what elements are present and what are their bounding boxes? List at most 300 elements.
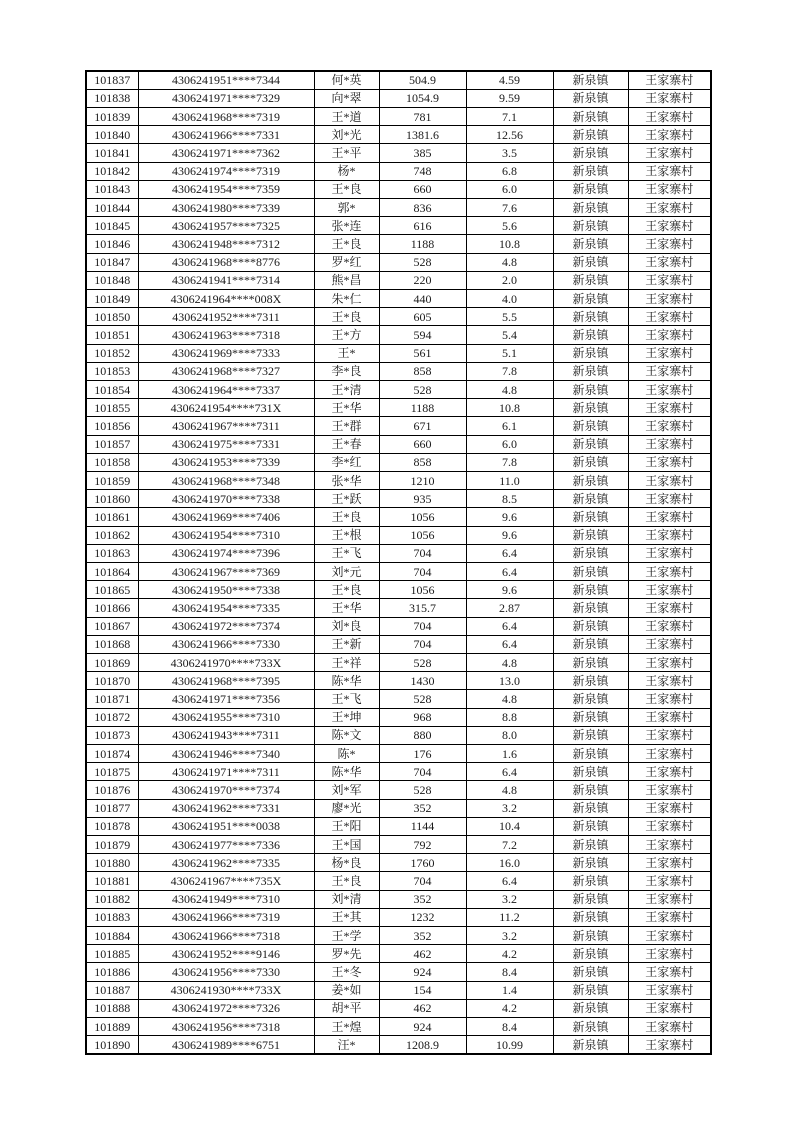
cell-town: 新泉镇	[553, 417, 628, 435]
cell-seq: 101888	[86, 999, 138, 1017]
cell-value1: 528	[379, 690, 466, 708]
table-row	[86, 344, 711, 362]
cell-value2: 2.87	[466, 599, 553, 617]
cell-value1: 1054.9	[379, 89, 466, 107]
cell-village: 王家寨村	[628, 253, 711, 271]
cell-seq: 101870	[86, 672, 138, 690]
cell-village: 王家寨村	[628, 799, 711, 817]
table-row	[86, 453, 711, 471]
cell-village: 王家寨村	[628, 781, 711, 799]
cell-id_masked: 4306241972****7374	[138, 617, 314, 635]
table-row	[86, 763, 711, 781]
cell-village: 王家寨村	[628, 581, 711, 599]
cell-seq: 101866	[86, 599, 138, 617]
table-row	[86, 544, 711, 562]
cell-value1: 352	[379, 799, 466, 817]
cell-id_masked: 4306241970****7338	[138, 490, 314, 508]
cell-id_masked: 4306241954****7335	[138, 599, 314, 617]
cell-town: 新泉镇	[553, 890, 628, 908]
table-row	[86, 526, 711, 544]
cell-id_masked: 4306241964****008X	[138, 289, 314, 307]
cell-seq: 101890	[86, 1036, 138, 1054]
cell-value2: 8.5	[466, 490, 553, 508]
cell-town: 新泉镇	[553, 981, 628, 999]
table-row	[86, 854, 711, 872]
cell-value1: 528	[379, 654, 466, 672]
cell-seq: 101855	[86, 399, 138, 417]
cell-name: 王*煌	[314, 1018, 379, 1036]
cell-value1: 1188	[379, 399, 466, 417]
cell-village: 王家寨村	[628, 344, 711, 362]
cell-seq: 101878	[86, 817, 138, 835]
cell-town: 新泉镇	[553, 999, 628, 1017]
cell-value1: 504.9	[379, 71, 466, 89]
cell-village: 王家寨村	[628, 927, 711, 945]
table-row	[86, 508, 711, 526]
cell-seq: 101858	[86, 453, 138, 471]
cell-id_masked: 4306241977****7336	[138, 836, 314, 854]
cell-name: 王*冬	[314, 963, 379, 981]
cell-name: 汪*	[314, 1036, 379, 1054]
cell-name: 王*清	[314, 380, 379, 398]
cell-name: 杨*良	[314, 854, 379, 872]
cell-value2: 6.4	[466, 544, 553, 562]
cell-value1: 440	[379, 289, 466, 307]
cell-value2: 10.99	[466, 1036, 553, 1054]
cell-value2: 8.8	[466, 708, 553, 726]
cell-town: 新泉镇	[553, 635, 628, 653]
table-row	[86, 672, 711, 690]
cell-village: 王家寨村	[628, 399, 711, 417]
cell-value2: 1.4	[466, 981, 553, 999]
cell-seq: 101838	[86, 89, 138, 107]
cell-village: 王家寨村	[628, 289, 711, 307]
table-row	[86, 326, 711, 344]
cell-id_masked: 4306241966****7319	[138, 908, 314, 926]
cell-seq: 101860	[86, 490, 138, 508]
cell-value1: 1056	[379, 581, 466, 599]
cell-name: 王*良	[314, 308, 379, 326]
cell-town: 新泉镇	[553, 271, 628, 289]
cell-name: 王*飞	[314, 690, 379, 708]
cell-seq: 101862	[86, 526, 138, 544]
cell-town: 新泉镇	[553, 817, 628, 835]
cell-town: 新泉镇	[553, 672, 628, 690]
cell-id_masked: 4306241952****7311	[138, 308, 314, 326]
cell-value1: 935	[379, 490, 466, 508]
cell-name: 王*	[314, 344, 379, 362]
cell-village: 王家寨村	[628, 817, 711, 835]
cell-village: 王家寨村	[628, 1018, 711, 1036]
cell-value2: 8.0	[466, 726, 553, 744]
cell-value2: 4.0	[466, 289, 553, 307]
cell-name: 王*其	[314, 908, 379, 926]
cell-seq: 101873	[86, 726, 138, 744]
cell-value1: 220	[379, 271, 466, 289]
cell-village: 王家寨村	[628, 908, 711, 926]
cell-village: 王家寨村	[628, 890, 711, 908]
cell-seq: 101847	[86, 253, 138, 271]
cell-id_masked: 4306241953****7339	[138, 453, 314, 471]
cell-town: 新泉镇	[553, 872, 628, 890]
cell-seq: 101883	[86, 908, 138, 926]
cell-town: 新泉镇	[553, 490, 628, 508]
table-row	[86, 708, 711, 726]
cell-town: 新泉镇	[553, 745, 628, 763]
cell-value1: 1210	[379, 471, 466, 489]
cell-town: 新泉镇	[553, 71, 628, 89]
cell-name: 姜*如	[314, 981, 379, 999]
cell-village: 王家寨村	[628, 1036, 711, 1054]
cell-village: 王家寨村	[628, 999, 711, 1017]
cell-name: 罗*红	[314, 253, 379, 271]
cell-id_masked: 4306241950****7338	[138, 581, 314, 599]
cell-value2: 9.6	[466, 526, 553, 544]
table-row	[86, 617, 711, 635]
cell-village: 王家寨村	[628, 617, 711, 635]
table-row	[86, 162, 711, 180]
cell-value1: 704	[379, 763, 466, 781]
table-row	[86, 599, 711, 617]
cell-value2: 3.2	[466, 799, 553, 817]
cell-seq: 101882	[86, 890, 138, 908]
cell-village: 王家寨村	[628, 544, 711, 562]
cell-value2: 2.0	[466, 271, 553, 289]
cell-value1: 528	[379, 781, 466, 799]
cell-seq: 101880	[86, 854, 138, 872]
cell-village: 王家寨村	[628, 963, 711, 981]
cell-village: 王家寨村	[628, 89, 711, 107]
cell-value1: 858	[379, 453, 466, 471]
table-row	[86, 1036, 711, 1054]
table-row	[86, 217, 711, 235]
cell-name: 何*英	[314, 71, 379, 89]
cell-value2: 3.2	[466, 927, 553, 945]
cell-value1: 781	[379, 107, 466, 125]
cell-name: 王*国	[314, 836, 379, 854]
cell-town: 新泉镇	[553, 799, 628, 817]
cell-id_masked: 4306241968****7395	[138, 672, 314, 690]
cell-value2: 6.0	[466, 180, 553, 198]
cell-name: 王*方	[314, 326, 379, 344]
table-row	[86, 399, 711, 417]
cell-town: 新泉镇	[553, 253, 628, 271]
cell-value1: 858	[379, 362, 466, 380]
cell-value2: 4.59	[466, 71, 553, 89]
cell-value2: 7.8	[466, 362, 553, 380]
cell-value2: 6.1	[466, 417, 553, 435]
cell-seq: 101837	[86, 71, 138, 89]
cell-value2: 9.59	[466, 89, 553, 107]
table-row	[86, 945, 711, 963]
cell-id_masked: 4306241971****7311	[138, 763, 314, 781]
cell-village: 王家寨村	[628, 217, 711, 235]
cell-village: 王家寨村	[628, 107, 711, 125]
cell-id_masked: 4306241955****7310	[138, 708, 314, 726]
cell-value1: 704	[379, 544, 466, 562]
cell-seq: 101874	[86, 745, 138, 763]
cell-name: 王*良	[314, 581, 379, 599]
cell-seq: 101851	[86, 326, 138, 344]
cell-village: 王家寨村	[628, 490, 711, 508]
cell-value1: 1430	[379, 672, 466, 690]
cell-value1: 176	[379, 745, 466, 763]
table-row	[86, 71, 711, 89]
cell-value2: 6.4	[466, 872, 553, 890]
cell-seq: 101839	[86, 107, 138, 125]
cell-id_masked: 4306241970****733X	[138, 654, 314, 672]
records-table-body	[86, 71, 711, 1054]
cell-value2: 6.0	[466, 435, 553, 453]
cell-value1: 792	[379, 836, 466, 854]
cell-village: 王家寨村	[628, 726, 711, 744]
cell-village: 王家寨村	[628, 872, 711, 890]
cell-value2: 9.6	[466, 508, 553, 526]
table-row	[86, 308, 711, 326]
table-row	[86, 1018, 711, 1036]
cell-village: 王家寨村	[628, 945, 711, 963]
cell-value1: 924	[379, 1018, 466, 1036]
cell-id_masked: 4306241966****7330	[138, 635, 314, 653]
table-row	[86, 362, 711, 380]
cell-value2: 4.8	[466, 690, 553, 708]
cell-value1: 671	[379, 417, 466, 435]
cell-town: 新泉镇	[553, 581, 628, 599]
cell-name: 胡*平	[314, 999, 379, 1017]
cell-name: 陈*文	[314, 726, 379, 744]
cell-seq: 101856	[86, 417, 138, 435]
cell-name: 王*坤	[314, 708, 379, 726]
cell-value2: 7.8	[466, 453, 553, 471]
cell-id_masked: 4306241974****7396	[138, 544, 314, 562]
cell-village: 王家寨村	[628, 235, 711, 253]
cell-value1: 352	[379, 927, 466, 945]
cell-seq: 101869	[86, 654, 138, 672]
cell-id_masked: 4306241971****7362	[138, 144, 314, 162]
cell-village: 王家寨村	[628, 672, 711, 690]
cell-town: 新泉镇	[553, 235, 628, 253]
cell-village: 王家寨村	[628, 198, 711, 216]
cell-name: 陈*华	[314, 672, 379, 690]
cell-name: 刘*良	[314, 617, 379, 635]
cell-id_masked: 4306241948****7312	[138, 235, 314, 253]
cell-value2: 5.5	[466, 308, 553, 326]
cell-value2: 11.0	[466, 471, 553, 489]
cell-town: 新泉镇	[553, 945, 628, 963]
cell-value1: 1188	[379, 235, 466, 253]
cell-value2: 11.2	[466, 908, 553, 926]
cell-village: 王家寨村	[628, 180, 711, 198]
cell-town: 新泉镇	[553, 927, 628, 945]
cell-value2: 10.8	[466, 399, 553, 417]
cell-id_masked: 4306241966****7318	[138, 927, 314, 945]
cell-name: 王*良	[314, 872, 379, 890]
cell-seq: 101889	[86, 1018, 138, 1036]
cell-seq: 101852	[86, 344, 138, 362]
table-row	[86, 872, 711, 890]
cell-id_masked: 4306241946****7340	[138, 745, 314, 763]
cell-seq: 101868	[86, 635, 138, 653]
cell-name: 郭*	[314, 198, 379, 216]
cell-name: 陈*华	[314, 763, 379, 781]
cell-id_masked: 4306241972****7326	[138, 999, 314, 1017]
cell-id_masked: 4306241971****7356	[138, 690, 314, 708]
cell-seq: 101842	[86, 162, 138, 180]
cell-value2: 8.4	[466, 963, 553, 981]
cell-seq: 101853	[86, 362, 138, 380]
cell-village: 王家寨村	[628, 690, 711, 708]
cell-name: 张*华	[314, 471, 379, 489]
cell-value2: 4.2	[466, 945, 553, 963]
cell-name: 张*连	[314, 217, 379, 235]
cell-town: 新泉镇	[553, 836, 628, 854]
cell-town: 新泉镇	[553, 963, 628, 981]
cell-value2: 4.2	[466, 999, 553, 1017]
cell-name: 王*良	[314, 180, 379, 198]
cell-seq: 101884	[86, 927, 138, 945]
cell-town: 新泉镇	[553, 526, 628, 544]
cell-town: 新泉镇	[553, 198, 628, 216]
table-row	[86, 471, 711, 489]
cell-village: 王家寨村	[628, 854, 711, 872]
cell-seq: 101875	[86, 763, 138, 781]
cell-name: 王*群	[314, 417, 379, 435]
cell-id_masked: 4306241954****7359	[138, 180, 314, 198]
cell-value1: 315.7	[379, 599, 466, 617]
cell-town: 新泉镇	[553, 1036, 628, 1054]
cell-value1: 704	[379, 872, 466, 890]
cell-name: 李*良	[314, 362, 379, 380]
cell-name: 罗*先	[314, 945, 379, 963]
table-row	[86, 89, 711, 107]
cell-town: 新泉镇	[553, 617, 628, 635]
cell-id_masked: 4306241980****7339	[138, 198, 314, 216]
cell-id_masked: 4306241949****7310	[138, 890, 314, 908]
cell-town: 新泉镇	[553, 544, 628, 562]
cell-town: 新泉镇	[553, 726, 628, 744]
cell-town: 新泉镇	[553, 854, 628, 872]
cell-town: 新泉镇	[553, 380, 628, 398]
cell-village: 王家寨村	[628, 836, 711, 854]
cell-value2: 4.8	[466, 781, 553, 799]
cell-village: 王家寨村	[628, 635, 711, 653]
cell-town: 新泉镇	[553, 1018, 628, 1036]
cell-value1: 1144	[379, 817, 466, 835]
cell-value1: 385	[379, 144, 466, 162]
cell-id_masked: 4306241943****7311	[138, 726, 314, 744]
cell-value1: 924	[379, 963, 466, 981]
cell-value2: 3.2	[466, 890, 553, 908]
table-row	[86, 908, 711, 926]
cell-town: 新泉镇	[553, 308, 628, 326]
cell-value2: 5.6	[466, 217, 553, 235]
cell-id_masked: 4306241956****7330	[138, 963, 314, 981]
table-row	[86, 654, 711, 672]
table-row	[86, 635, 711, 653]
cell-town: 新泉镇	[553, 654, 628, 672]
cell-value2: 13.0	[466, 672, 553, 690]
cell-value1: 594	[379, 326, 466, 344]
cell-value1: 561	[379, 344, 466, 362]
cell-name: 王*祥	[314, 654, 379, 672]
table-row	[86, 126, 711, 144]
cell-value2: 7.6	[466, 198, 553, 216]
table-row	[86, 726, 711, 744]
cell-value1: 1760	[379, 854, 466, 872]
cell-value2: 6.8	[466, 162, 553, 180]
cell-value1: 528	[379, 253, 466, 271]
cell-town: 新泉镇	[553, 289, 628, 307]
table-row	[86, 107, 711, 125]
cell-id_masked: 4306241968****7319	[138, 107, 314, 125]
table-row	[86, 562, 711, 580]
table-row	[86, 490, 711, 508]
cell-value2: 7.2	[466, 836, 553, 854]
cell-town: 新泉镇	[553, 107, 628, 125]
cell-value2: 6.4	[466, 635, 553, 653]
cell-id_masked: 4306241970****7374	[138, 781, 314, 799]
cell-id_masked: 4306241971****7329	[138, 89, 314, 107]
cell-name: 王*学	[314, 927, 379, 945]
cell-id_masked: 4306241952****9146	[138, 945, 314, 963]
cell-village: 王家寨村	[628, 708, 711, 726]
cell-value1: 660	[379, 435, 466, 453]
cell-id_masked: 4306241954****731X	[138, 399, 314, 417]
cell-value2: 3.5	[466, 144, 553, 162]
cell-value2: 7.1	[466, 107, 553, 125]
cell-town: 新泉镇	[553, 180, 628, 198]
table-row	[86, 144, 711, 162]
cell-value1: 880	[379, 726, 466, 744]
cell-town: 新泉镇	[553, 708, 628, 726]
cell-value2: 10.8	[466, 235, 553, 253]
cell-value2: 9.6	[466, 581, 553, 599]
table-row	[86, 435, 711, 453]
cell-value2: 5.1	[466, 344, 553, 362]
cell-seq: 101848	[86, 271, 138, 289]
table-row	[86, 417, 711, 435]
cell-village: 王家寨村	[628, 435, 711, 453]
cell-name: 向*翠	[314, 89, 379, 107]
cell-name: 朱*仁	[314, 289, 379, 307]
cell-value1: 462	[379, 945, 466, 963]
cell-name: 王*新	[314, 635, 379, 653]
cell-id_masked: 4306241957****7325	[138, 217, 314, 235]
cell-village: 王家寨村	[628, 380, 711, 398]
cell-name: 刘*光	[314, 126, 379, 144]
cell-town: 新泉镇	[553, 781, 628, 799]
cell-village: 王家寨村	[628, 308, 711, 326]
cell-id_masked: 4306241930****733X	[138, 981, 314, 999]
cell-seq: 101845	[86, 217, 138, 235]
cell-seq: 101843	[86, 180, 138, 198]
cell-name: 王*跃	[314, 490, 379, 508]
cell-id_masked: 4306241962****7331	[138, 799, 314, 817]
cell-village: 王家寨村	[628, 526, 711, 544]
table-row	[86, 289, 711, 307]
cell-village: 王家寨村	[628, 471, 711, 489]
cell-village: 王家寨村	[628, 981, 711, 999]
cell-value1: 704	[379, 635, 466, 653]
cell-value1: 154	[379, 981, 466, 999]
cell-seq: 101887	[86, 981, 138, 999]
cell-seq: 101859	[86, 471, 138, 489]
records-table	[85, 70, 712, 1055]
cell-village: 王家寨村	[628, 162, 711, 180]
table-row	[86, 690, 711, 708]
cell-value2: 6.4	[466, 562, 553, 580]
cell-village: 王家寨村	[628, 599, 711, 617]
